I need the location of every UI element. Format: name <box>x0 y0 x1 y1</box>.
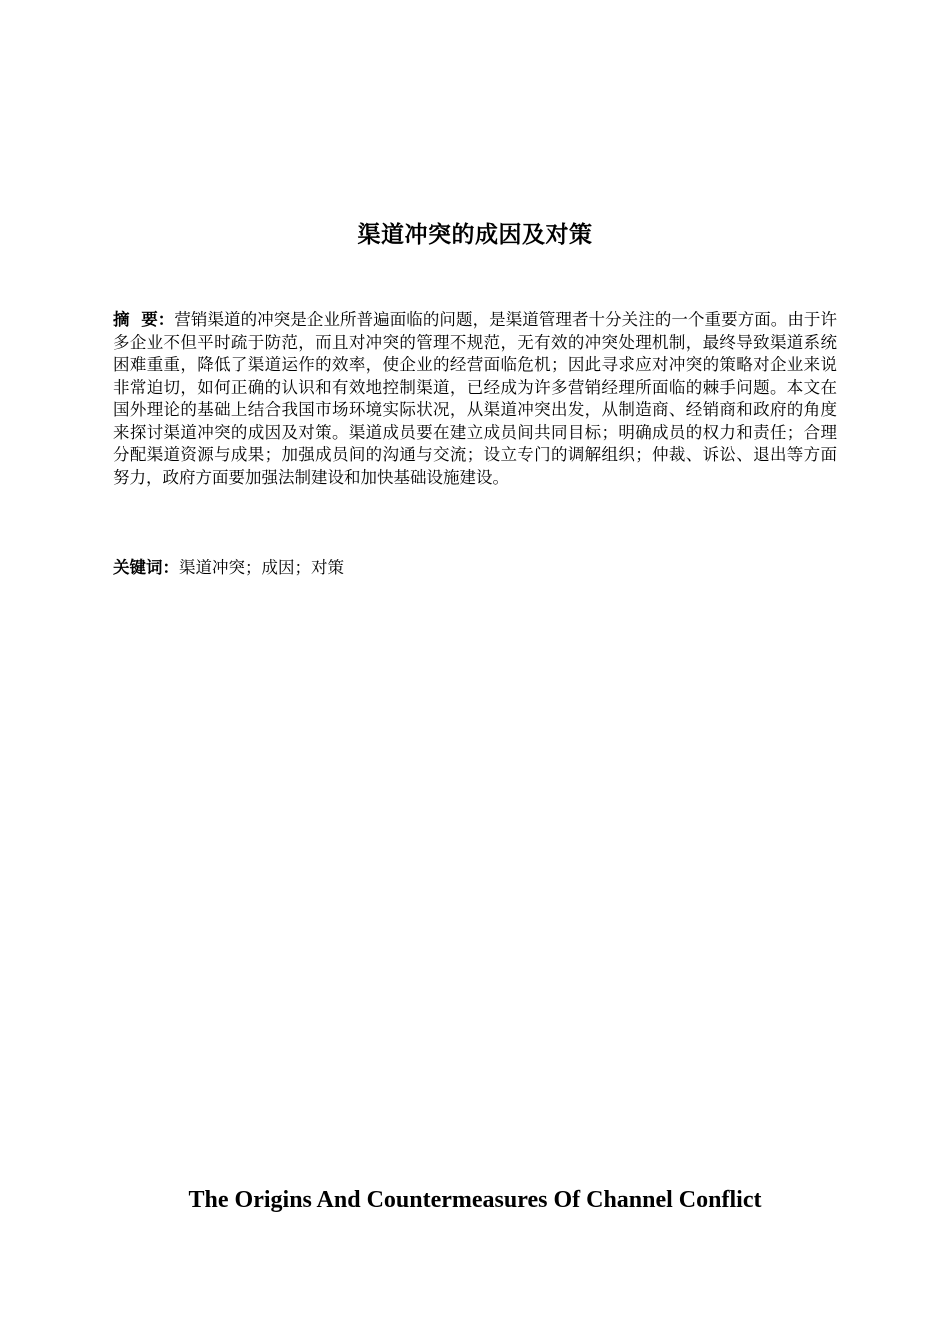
english-title: The Origins And Countermeasures Of Channel Conflict <box>188 1187 762 1213</box>
keywords-line <box>113 557 837 580</box>
keywords-text: 渠道冲突；成因；对策 <box>179 558 344 577</box>
abstract-label: 摘 要： <box>113 310 175 329</box>
abstract-paragraph <box>113 309 837 489</box>
page-title: 渠道冲突的成因及对策 <box>357 222 593 248</box>
abstract-text: 营销渠道的冲突是企业所普遍面临的问题，是渠道管理者十分关注的一个重要方面。由于许多企业不但平时疏于防范，而且对冲突的管理不规范，无有效的冲突处理机制，最终导致渠道系统困难重重，降低了渠道运作的效率，使企业的经营面临危机；因此寻求应对冲突的策略对企业来说非常迫切，如何正确的认识和有效地控制渠道，已经成为许多营销经理所面临的棘手问题。本文在国外理论的基础上结合我国市场环境实际状况，从渠道冲突出发，从制造商、经销商和政府的角度来探讨渠道冲突的成因及对策。渠道成员要在建立成员间共同目标；明确成员的权力和责任；合理分配渠道资源与成果；加强成员间的沟通与交流；设立专门的调解组织；仲裁、诉讼、退出等方面努力，政府方面要加强法制建设和加快基础设施建设。 <box>113 310 838 487</box>
keywords-label: 关键词： <box>113 558 179 577</box>
